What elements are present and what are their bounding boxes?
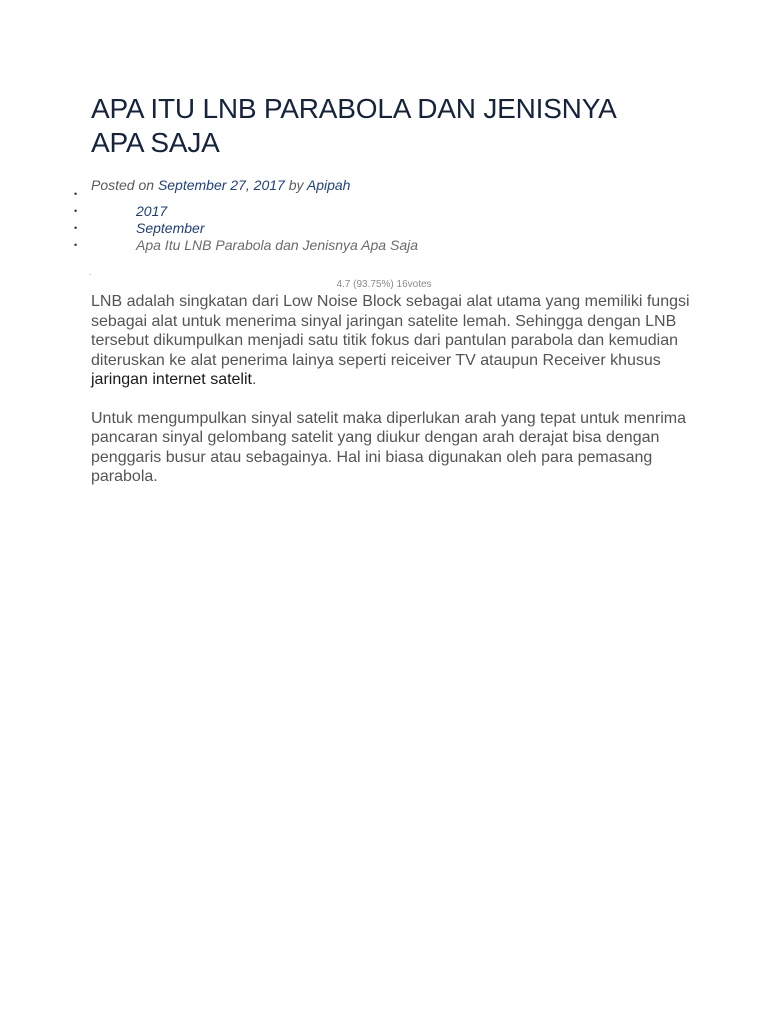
paragraph-2: Untuk mengumpulkan sinyal satelit maka diperlukan arah yang tepat untuk menrima pancaran sinyal gelombang satelit yang diukur dengan arah derajat bisa dengan penggaris busur atau sebagainya. Hal ini biasa digunakan oleh para pemasang parabola. <box>91 409 686 485</box>
breadcrumb <box>62 186 562 254</box>
bullet-icon: • <box>74 206 78 216</box>
rating-summary: 4.7 (93.75%) 16votes <box>336 279 432 290</box>
bullet-icon: • <box>74 189 78 199</box>
paragraph-1-end: . <box>251 371 257 388</box>
author-link[interactable]: Apipah <box>306 177 351 193</box>
page-title <box>91 92 691 160</box>
paragraph-1-text: LNB adalah singkatan dari Low Noise Block sebagai alat utama yang memiliki fungsi sebagai alat untuk menerima sinyal jaringan satelite lemah. Sehingga dengan LNB tersebut dikumpulkan menjadi satu titik fokus dari pantulan parabola dan kemudian diteruskan ke alat penerima lainya seperti reiceiver TV ataupun Receiver khusus <box>91 293 690 369</box>
breadcrumb-item-home <box>62 186 562 203</box>
title-line-2: APA SAJA <box>91 127 220 158</box>
dot-mark: . <box>89 268 92 277</box>
post-date-link[interactable]: September 27, 2017 <box>157 177 285 193</box>
title-line-1: APA ITU LNB PARABOLA DAN JENISNYA <box>91 93 617 124</box>
breadcrumb-item-year <box>62 203 562 220</box>
breadcrumb-item-current <box>62 237 562 254</box>
article-body <box>91 292 691 506</box>
posted-on-label: Posted on <box>91 177 158 193</box>
breadcrumb-year-link[interactable]: 2017 <box>136 203 168 219</box>
breadcrumb-month-link[interactable]: September <box>136 220 205 236</box>
bullet-icon: • <box>74 223 78 233</box>
paragraph-1 <box>91 292 691 390</box>
breadcrumb-current-label: Apa Itu LNB Parabola dan Jenisnya Apa Saja <box>136 237 419 253</box>
internet-satelit-link[interactable]: jaringan internet satelit <box>91 371 252 388</box>
by-label: by <box>284 177 307 193</box>
article-header <box>91 92 691 194</box>
breadcrumb-item-month <box>62 220 562 237</box>
bullet-icon: • <box>74 240 78 250</box>
